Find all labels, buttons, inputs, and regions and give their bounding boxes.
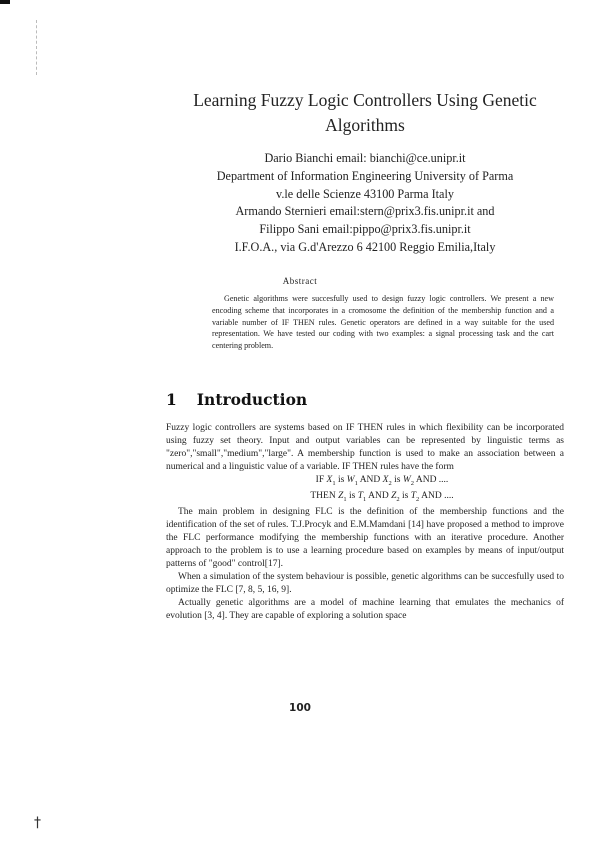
author-block [170,150,560,257]
paragraph-4: Actually genetic algorithms are a model of machine learning that emulates the mechanics of evolution [3, 4]. They are capable of exploring a solution space [166,597,564,621]
paragraph-2: The main problem in designing FLC is the definition of the membership functions and the identification of the set of rules. T.J.Procyk and E.M.Mamdani [14] have proposed a method to improve the FLC performance modifying the membership functions with an iterative procedure. Another approach to the problem is to use a learning procedure based on examples by means of input/output patterns of "good" control[17]. [166,506,564,569]
formula-line-2: THEN $Z_1$ is $T_1$ AND $Z_2$ is $T_2$ AND .... [310,490,454,503]
author-line: I.F.O.A., via G.d'Arezzo 6 42100 Reggio Emilia,Italy [234,239,496,254]
section-title: Introduction [196,390,308,409]
author-line: Dario Bianchi email: bianchi@ce.unipr.it [264,151,466,165]
author-line: Filippo Sani email:pippo@prix3.fis.unipr.it [259,222,471,237]
scan-bottom-mark: † [34,815,41,831]
author-line: Department of Information Engineering University of Parma [216,168,514,183]
abstract-heading: Abstract [282,276,318,286]
title-line-2: Algorithms [325,115,405,135]
paragraph-1: Fuzzy logic controllers are systems based on IF THEN rules in which flexibility can be incorporated using fuzzy set theory. Input and output variables can be represented by linguistic terms as "zero","small","medium","large". A membership function is used to make an association between a numerical and a linguistic value of a variable. IF THEN rules have the form [166,423,564,472]
body-text [166,422,564,623]
paper-title [170,88,560,138]
formula-line-1: IF $X_1$ is $W_1$ AND $X_2$ is $W_2$ AND .... [315,475,449,487]
paragraph-3: When a simulation of the system behaviour is possible, genetic algorithms can be succesfully used to optimize the FLC [7, 8, 5, 16, 9]. [166,571,564,595]
author-line: v.le delle Scienze 43100 Parma Italy [276,186,454,201]
section-heading [166,390,307,409]
author-line: Armando Sternieri email:stern@prix3.fis.unipr.it and [235,204,495,219]
title-line-1: Learning Fuzzy Logic Controllers Using Genetic [193,90,537,110]
abstract-text: Genetic algorithms were succesfully used to design fuzzy logic controllers. We present a new encoding scheme that incorporates in a cromosome the definition of the membership function and a variable number of IF THEN rules. Genetic operators are defined in a way suitable for the used representation. We have tested our coding with two examples: a signal processing task and the cart centering problem. [212,294,554,351]
scan-margin-mark [36,20,38,75]
page-number: 100 [289,702,311,714]
section-number: 1 [166,390,177,409]
scan-corner-mark [0,0,10,4]
